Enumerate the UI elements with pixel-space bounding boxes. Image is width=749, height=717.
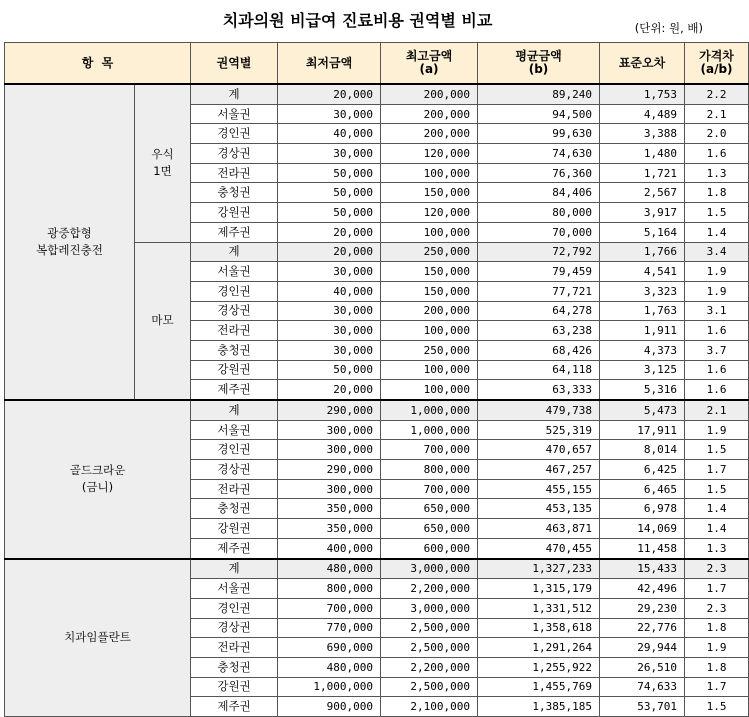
region-cell: 경상권 [191, 144, 278, 164]
min-value: 30,000 [278, 104, 381, 124]
ratio-value: 2.3 [685, 598, 749, 618]
avg-value: 80,000 [478, 203, 600, 223]
avg-value: 84,406 [478, 183, 600, 203]
ratio-value: 1.9 [685, 638, 749, 658]
max-value: 600,000 [381, 538, 478, 558]
avg-value: 72,792 [478, 242, 600, 262]
header-max-symbol: (a) [419, 62, 439, 76]
ratio-value: 2.0 [685, 124, 749, 144]
page-title: 치과의원 비급여 진료비용 권역별 비교 [222, 11, 493, 30]
min-value: 350,000 [278, 499, 381, 519]
avg-value: 89,240 [478, 84, 600, 104]
avg-value: 1,327,233 [478, 559, 600, 579]
item-label [5, 559, 191, 717]
ratio-value: 1.7 [685, 579, 749, 599]
region-cell: 강원권 [191, 677, 278, 697]
min-value: 20,000 [278, 84, 381, 104]
max-value: 250,000 [381, 242, 478, 262]
item-label-line: 치과임플란트 [64, 630, 131, 645]
region-cell: 서울권 [191, 420, 278, 440]
region-cell: 제주권 [191, 222, 278, 242]
table-row [5, 84, 749, 104]
se-value: 6,978 [600, 499, 685, 519]
se-value: 1,753 [600, 84, 685, 104]
max-value: 250,000 [381, 340, 478, 360]
ratio-value: 1.3 [685, 163, 749, 183]
ratio-value: 1.4 [685, 519, 749, 539]
subitem-label [135, 84, 191, 242]
se-value: 22,776 [600, 618, 685, 638]
min-value: 1,000,000 [278, 677, 381, 697]
ratio-value: 3.4 [685, 242, 749, 262]
avg-value: 68,426 [478, 340, 600, 360]
region-cell: 경인권 [191, 440, 278, 460]
item-label-line: 복합레진충전 [36, 243, 103, 257]
ratio-value: 1.4 [685, 222, 749, 242]
min-value: 30,000 [278, 321, 381, 341]
ratio-value: 1.4 [685, 499, 749, 519]
header-se: 표준오차 [600, 43, 685, 85]
header-avg [478, 43, 600, 85]
se-value: 4,541 [600, 262, 685, 282]
avg-value: 79,459 [478, 262, 600, 282]
region-cell: 경인권 [191, 124, 278, 144]
avg-value: 1,358,618 [478, 618, 600, 638]
ratio-value: 1.6 [685, 321, 749, 341]
max-value: 200,000 [381, 301, 478, 321]
region-cell: 경상권 [191, 301, 278, 321]
region-cell: 전라권 [191, 163, 278, 183]
se-value: 4,373 [600, 340, 685, 360]
se-value: 3,917 [600, 203, 685, 223]
item-label-line: 골드크라운 [69, 463, 126, 478]
min-value: 20,000 [278, 242, 381, 262]
avg-value: 63,238 [478, 321, 600, 341]
max-value: 2,500,000 [381, 677, 478, 697]
max-value: 150,000 [381, 281, 478, 301]
se-value: 3,323 [600, 281, 685, 301]
header-avg-symbol: (b) [528, 62, 549, 76]
region-cell: 제주권 [191, 697, 278, 717]
avg-value: 463,871 [478, 519, 600, 539]
region-cell: 전라권 [191, 321, 278, 341]
min-value: 30,000 [278, 262, 381, 282]
avg-value: 1,291,264 [478, 638, 600, 658]
ratio-value: 2.1 [685, 400, 749, 420]
region-cell: 전라권 [191, 638, 278, 658]
max-value: 2,500,000 [381, 618, 478, 638]
min-value: 290,000 [278, 400, 381, 420]
avg-value: 453,135 [478, 499, 600, 519]
ratio-value: 1.5 [685, 203, 749, 223]
max-value: 100,000 [381, 321, 478, 341]
max-value: 200,000 [381, 84, 478, 104]
min-value: 30,000 [278, 301, 381, 321]
max-value: 650,000 [381, 519, 478, 539]
se-value: 5,473 [600, 400, 685, 420]
table-body [5, 84, 749, 717]
subitem-label [135, 242, 191, 400]
min-value: 690,000 [278, 638, 381, 658]
ratio-value: 1.6 [685, 144, 749, 164]
ratio-value: 1.8 [685, 657, 749, 677]
avg-value: 74,630 [478, 144, 600, 164]
se-value: 74,633 [600, 677, 685, 697]
ratio-value: 3.1 [685, 301, 749, 321]
se-value: 2,567 [600, 183, 685, 203]
max-value: 150,000 [381, 183, 478, 203]
ratio-value: 1.9 [685, 420, 749, 440]
max-value: 2,500,000 [381, 638, 478, 658]
item-label [5, 400, 191, 559]
max-value: 100,000 [381, 222, 478, 242]
se-value: 1,480 [600, 144, 685, 164]
ratio-value: 1.6 [685, 380, 749, 400]
min-value: 300,000 [278, 440, 381, 460]
item-label-line: 광중합형 [47, 226, 92, 240]
cost-comparison-table [4, 42, 749, 717]
avg-value: 1,385,185 [478, 697, 600, 717]
max-value: 700,000 [381, 479, 478, 499]
region-cell: 강원권 [191, 203, 278, 223]
ratio-value: 1.6 [685, 360, 749, 380]
avg-value: 64,278 [478, 301, 600, 321]
region-cell: 충청권 [191, 499, 278, 519]
se-value: 6,465 [600, 479, 685, 499]
avg-value: 1,255,922 [478, 657, 600, 677]
se-value: 3,125 [600, 360, 685, 380]
min-value: 400,000 [278, 538, 381, 558]
avg-value: 1,331,512 [478, 598, 600, 618]
region-cell: 서울권 [191, 104, 278, 124]
avg-value: 455,155 [478, 479, 600, 499]
region-cell: 제주권 [191, 538, 278, 558]
region-cell: 강원권 [191, 360, 278, 380]
min-value: 900,000 [278, 697, 381, 717]
min-value: 30,000 [278, 340, 381, 360]
table-row [5, 559, 749, 579]
se-value: 26,510 [600, 657, 685, 677]
ratio-value: 1.5 [685, 440, 749, 460]
region-cell: 제주권 [191, 380, 278, 400]
se-value: 4,489 [600, 104, 685, 124]
se-value: 29,944 [600, 638, 685, 658]
max-value: 2,200,000 [381, 579, 478, 599]
ratio-value: 1.5 [685, 697, 749, 717]
region-cell: 전라권 [191, 479, 278, 499]
region-cell: 경인권 [191, 598, 278, 618]
region-cell: 충청권 [191, 183, 278, 203]
min-value: 770,000 [278, 618, 381, 638]
min-value: 40,000 [278, 281, 381, 301]
max-value: 1,000,000 [381, 400, 478, 420]
avg-value: 77,721 [478, 281, 600, 301]
max-value: 100,000 [381, 360, 478, 380]
min-value: 800,000 [278, 579, 381, 599]
max-value: 120,000 [381, 203, 478, 223]
max-value: 100,000 [381, 380, 478, 400]
avg-value: 467,257 [478, 460, 600, 480]
min-value: 290,000 [278, 460, 381, 480]
max-value: 200,000 [381, 104, 478, 124]
se-value: 14,069 [600, 519, 685, 539]
se-value: 11,458 [600, 538, 685, 558]
avg-value: 1,315,179 [478, 579, 600, 599]
region-cell: 강원권 [191, 519, 278, 539]
min-value: 700,000 [278, 598, 381, 618]
ratio-value: 2.3 [685, 559, 749, 579]
ratio-value: 2.2 [685, 84, 749, 104]
avg-value: 94,500 [478, 104, 600, 124]
header-item: 항 목 [5, 43, 191, 85]
header-avg-label: 평균금액 [515, 49, 562, 63]
min-value: 350,000 [278, 519, 381, 539]
max-value: 3,000,000 [381, 598, 478, 618]
min-value: 50,000 [278, 360, 381, 380]
max-value: 700,000 [381, 440, 478, 460]
region-cell: 서울권 [191, 262, 278, 282]
avg-value: 63,333 [478, 380, 600, 400]
avg-value: 525,319 [478, 420, 600, 440]
min-value: 480,000 [278, 559, 381, 579]
header-max [381, 43, 478, 85]
avg-value: 76,360 [478, 163, 600, 183]
region-cell: 충청권 [191, 340, 278, 360]
header-ratio-symbol: (a/b) [700, 62, 733, 76]
max-value: 2,200,000 [381, 657, 478, 677]
min-value: 50,000 [278, 183, 381, 203]
se-value: 5,316 [600, 380, 685, 400]
ratio-value: 1.9 [685, 262, 749, 282]
region-cell: 경상권 [191, 460, 278, 480]
ratio-value: 1.8 [685, 183, 749, 203]
avg-value: 470,657 [478, 440, 600, 460]
min-value: 20,000 [278, 380, 381, 400]
header-max-label: 최고금액 [405, 49, 453, 63]
se-value: 15,433 [600, 559, 685, 579]
ratio-value: 1.3 [685, 538, 749, 558]
region-cell: 계 [191, 559, 278, 579]
avg-value: 1,455,769 [478, 677, 600, 697]
se-value: 29,230 [600, 598, 685, 618]
min-value: 50,000 [278, 203, 381, 223]
region-cell: 경인권 [191, 281, 278, 301]
avg-value: 64,118 [478, 360, 600, 380]
header-region: 권역별 [191, 43, 278, 85]
header-min: 최저금액 [278, 43, 381, 85]
se-value: 1,763 [600, 301, 685, 321]
avg-value: 99,630 [478, 124, 600, 144]
avg-value: 470,455 [478, 538, 600, 558]
header-ratio [685, 43, 749, 85]
region-cell: 서울권 [191, 579, 278, 599]
min-value: 50,000 [278, 163, 381, 183]
ratio-value: 1.7 [685, 677, 749, 697]
se-value: 5,164 [600, 222, 685, 242]
max-value: 3,000,000 [381, 559, 478, 579]
region-cell: 계 [191, 84, 278, 104]
avg-value: 479,738 [478, 400, 600, 420]
min-value: 20,000 [278, 222, 381, 242]
se-value: 53,701 [600, 697, 685, 717]
subitem-label-line: 우식 [151, 147, 174, 162]
ratio-value: 1.9 [685, 281, 749, 301]
se-value: 3,388 [600, 124, 685, 144]
region-cell: 계 [191, 400, 278, 420]
max-value: 200,000 [381, 124, 478, 144]
max-value: 100,000 [381, 163, 478, 183]
se-value: 1,766 [600, 242, 685, 262]
se-value: 42,496 [600, 579, 685, 599]
ratio-value: 2.1 [685, 104, 749, 124]
region-cell: 계 [191, 242, 278, 262]
table-header [5, 43, 749, 85]
ratio-value: 1.7 [685, 460, 749, 480]
se-value: 1,911 [600, 321, 685, 341]
header-ratio-label: 가격차 [699, 49, 734, 63]
min-value: 30,000 [278, 144, 381, 164]
region-cell: 충청권 [191, 657, 278, 677]
max-value: 650,000 [381, 499, 478, 519]
ratio-value: 3.7 [685, 340, 749, 360]
ratio-value: 1.8 [685, 618, 749, 638]
max-value: 1,000,000 [381, 420, 478, 440]
min-value: 40,000 [278, 124, 381, 144]
item-label-line: (금니) [81, 480, 114, 495]
se-value: 6,425 [600, 460, 685, 480]
subitem-label-line: 마모 [151, 313, 174, 328]
unit-note: (단위: 원, 배) [634, 21, 703, 35]
se-value: 1,721 [600, 163, 685, 183]
max-value: 120,000 [381, 144, 478, 164]
region-cell: 경상권 [191, 618, 278, 638]
avg-value: 70,000 [478, 222, 600, 242]
max-value: 150,000 [381, 262, 478, 282]
min-value: 300,000 [278, 420, 381, 440]
ratio-value: 1.5 [685, 479, 749, 499]
se-value: 8,014 [600, 440, 685, 460]
min-value: 480,000 [278, 657, 381, 677]
se-value: 17,911 [600, 420, 685, 440]
max-value: 2,100,000 [381, 697, 478, 717]
subitem-label-line: 1면 [153, 164, 172, 179]
max-value: 800,000 [381, 460, 478, 480]
table-row [5, 400, 749, 420]
item-label [5, 84, 135, 400]
min-value: 300,000 [278, 479, 381, 499]
